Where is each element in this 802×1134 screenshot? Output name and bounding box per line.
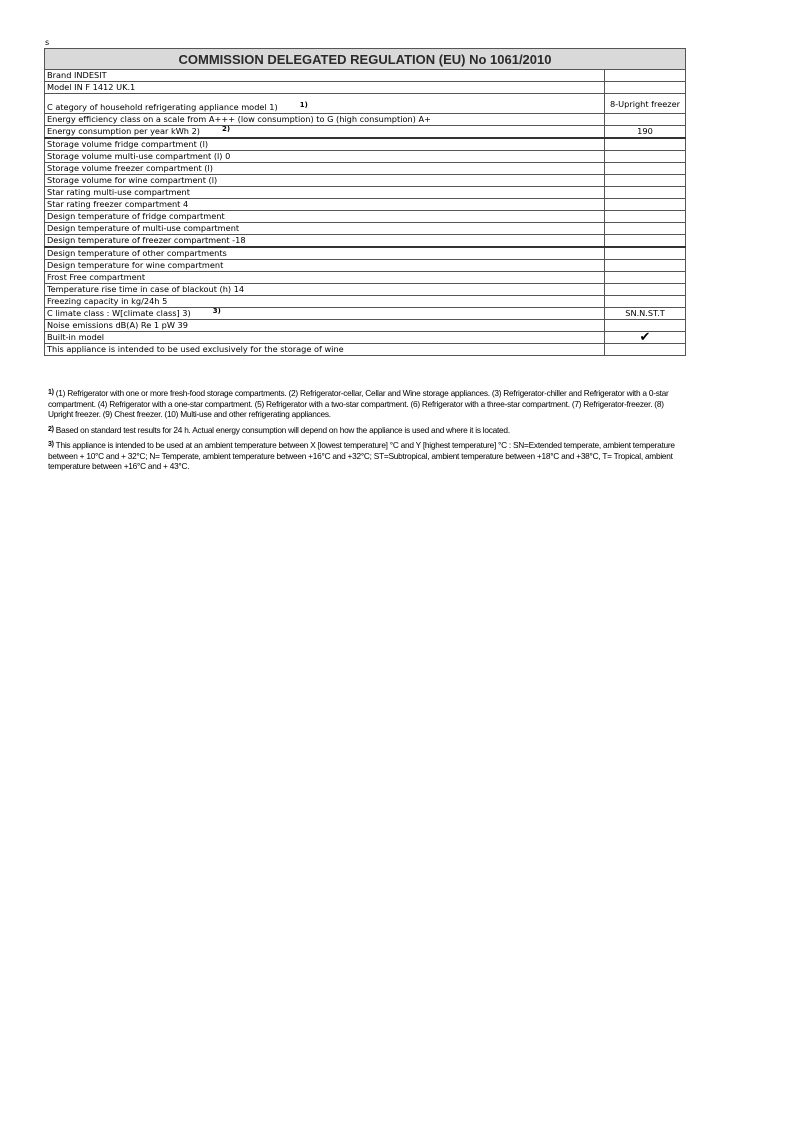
footnote-mark: 1): [48, 389, 54, 396]
page-title: COMMISSION DELEGATED REGULATION (EU) No 1061/2010: [45, 49, 686, 70]
row-label: [45, 308, 605, 320]
row-label: Model IN F 1412 UK.1: [45, 82, 605, 94]
footnote-ref: 2): [221, 125, 231, 133]
row-label-text: Energy consumption per year kWh 2): [47, 126, 200, 136]
row-value: [605, 70, 686, 82]
row-value: [605, 199, 686, 211]
row-label: Design temperature of freezer compartment -18: [45, 235, 605, 248]
row-value: [605, 247, 686, 260]
footnote-mark: 3): [48, 441, 54, 448]
corner-mark: s: [45, 38, 50, 47]
row-label: Built-in model: [45, 332, 605, 344]
row-value: [605, 223, 686, 235]
row-value: [605, 272, 686, 284]
regulation-sheet: [44, 48, 685, 356]
footnote-text: This appliance is intended to be used at an ambient temperature between X [lowest temperature] °C and Y [highest temperature] °C : SN=Extended temperate, ambient temperature between + 10°C and + 32°C; N= Temperate, ambient temperature between +16°C and +32°C; ST=Subtropical, ambient temperature between +18°C and +38°C, T= Tropical, ambient temperature between +16°C and + 43°C.: [48, 440, 675, 471]
row-label-text: C ategory of household refrigerating appliance model 1): [47, 102, 278, 112]
row-label: Star rating freezer compartment 4: [45, 199, 605, 211]
row-label: Storage volume multi-use compartment (l) 0: [45, 151, 605, 163]
footnote: [48, 388, 688, 420]
row-label: Frost Free compartment: [45, 272, 605, 284]
row-value: [605, 82, 686, 94]
row-value: [605, 260, 686, 272]
row-value: [605, 151, 686, 163]
product-fiche-table: [44, 48, 686, 356]
row-value: [605, 175, 686, 187]
row-label: Storage volume freezer compartment (l): [45, 163, 605, 175]
row-label: Storage volume fridge compartment (l): [45, 138, 605, 151]
row-label-text: C limate class : W[climate class] 3): [47, 308, 191, 318]
footnote-text: (1) Refrigerator with one or more fresh-food storage compartments. (2) Refrigerator-cellar, Cellar and Wine storage appliances. (3) Refrigerator-chiller and Refrigerator with a 0-star compartment. (4) Refrigerator with a one-star compartment. (5) Refrigerator with a two-star compartment. (6) Refrigerator with a three-star compartment. (7) Refrigerator-freezer. (8) Upright freezer. (9) Chest freezer. (10) Multi-use and other refrigerating appliances.: [48, 388, 669, 419]
row-value: [605, 320, 686, 332]
footnote-ref: 3): [212, 307, 221, 315]
row-value: [605, 114, 686, 126]
row-label: [45, 126, 605, 139]
row-label: Freezing capacity in kg/24h 5: [45, 296, 605, 308]
row-value: [605, 296, 686, 308]
footnote: [48, 425, 688, 436]
footnote-text: Based on standard test results for 24 h. Actual energy consumption will depend on how the appliance is used and where it is located.: [55, 424, 510, 435]
row-value: SN.N.ST.T: [605, 308, 686, 320]
row-label: Design temperature for wine compartment: [45, 260, 605, 272]
footnotes: [48, 388, 688, 477]
row-label: Design temperature of multi-use compartment: [45, 223, 605, 235]
row-value: [605, 235, 686, 248]
row-value: [605, 163, 686, 175]
row-label: Design temperature of other compartments: [45, 247, 605, 260]
row-value: [605, 187, 686, 199]
footnote: [48, 440, 688, 472]
row-label: Temperature rise time in case of blackout (h) 14: [45, 284, 605, 296]
footnote-mark: 2): [48, 425, 54, 433]
row-label: Star rating multi-use compartment: [45, 187, 605, 199]
row-label: Brand INDESIT: [45, 70, 605, 82]
row-label: This appliance is intended to be used exclusively for the storage of wine: [45, 344, 605, 356]
footnote-ref: 1): [299, 101, 308, 109]
row-label: Storage volume for wine compartment (l): [45, 175, 605, 187]
row-value: [605, 344, 686, 356]
check-icon: ✔: [605, 332, 686, 344]
row-value: [605, 138, 686, 151]
row-value: 190: [605, 126, 686, 139]
row-value: [605, 211, 686, 223]
row-label: Design temperature of fridge compartment: [45, 211, 605, 223]
row-value: [605, 284, 686, 296]
row-value: 8-Upright freezer: [605, 94, 686, 114]
row-label: Noise emissions dB(A) Re 1 pW 39: [45, 320, 605, 332]
row-label: [45, 94, 605, 114]
row-label: Energy efficiency class on a scale from A+++ (low consumption) to G (high consumption) A+: [45, 114, 605, 126]
